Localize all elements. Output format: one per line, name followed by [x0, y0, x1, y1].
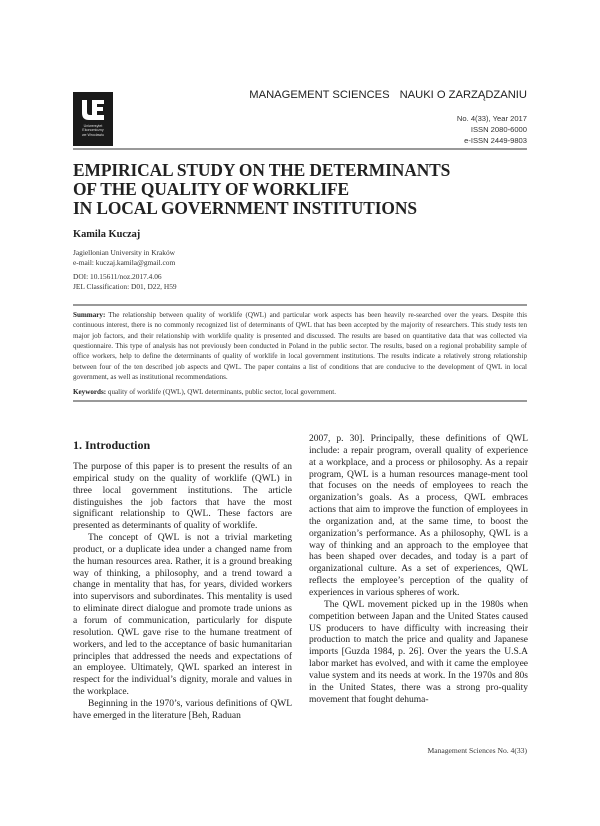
author-affiliation: [73, 248, 175, 269]
left-column: [73, 462, 292, 723]
abstract: [73, 310, 527, 382]
university-logo: [73, 92, 113, 146]
issue-number: No. 4(33), Year 2017: [456, 114, 527, 123]
jel-classification: JEL Classification: D01, D22, H59: [73, 282, 177, 292]
summary-top-rule: [73, 304, 527, 306]
journal-name-en: MANAGEMENT SCIENCES: [249, 89, 390, 101]
summary-label: Summary:: [73, 311, 106, 319]
header-rule: [73, 148, 527, 150]
right-column: [309, 434, 528, 706]
paragraph: Beginning in the 1970’s, various definitions of QWL have emerged in the literature [Beh, Raduan: [73, 698, 292, 721]
journal-name-pl: NAUKI O ZARZĄDZANIU: [399, 89, 527, 101]
ue-logo-icon: [80, 99, 106, 121]
article-identifiers: [73, 272, 177, 293]
paragraph: The concept of QWL is not a trivial marketing product, or a duplicate idea under a changed name from the human resources area. Rather, it is a ground breaking way of thinking, a philosophy, and a trend toward a change in mentality that has, for years, divided workers into supervisors and subordinates. This mentality is used to eliminate direct dialogue and promote trade unions as a forum of communication, particularly for dispute resolution. QWL gave rise to the humane treatment of workers, and led to the acceptance of basic humanitarian principles that addressed the needs and expectations of an employee. Ultimately, QWL sparked an interest in respect for the individual’s dignity, morale and values in the workplace.: [73, 533, 292, 698]
affiliation: Jagiellonian University in Kraków: [73, 248, 176, 257]
paragraph: The purpose of this paper is to present the results of an empirical study on the quality of worklife (QWL) in three local government institutions. The article distinguishes the job factors that have the most significant relationship to QWL. These factors are presented as determinants of quality of worklife.: [73, 462, 292, 532]
paragraph: The QWL movement picked up in the 1980s when competition between Japan and the United States caused US producers to have difficulty with increasing their production to match the price and quality and Japanese imports [Guzda 1984, p. 26]. Over the years the U.S.A labor market has evolved, and with it came the employee value system and its needs at work. In the 1970s and 80s in the United States, there was a strong pro-quality movement that fought dehuma-: [309, 599, 528, 705]
journal-name: [249, 89, 527, 101]
keywords-text: quality of worklife (QWL), QWL determinants, public sector, local government.: [107, 388, 337, 396]
keywords-label: Keywords:: [73, 388, 107, 396]
eissn: e-ISSN 2449-9803: [464, 136, 527, 145]
summary-bottom-rule: [73, 400, 527, 402]
keywords: [73, 387, 527, 397]
author-name: Kamila Kuczaj: [73, 229, 141, 240]
issn: ISSN 2080-6000: [470, 125, 527, 134]
issue-meta: [457, 113, 527, 146]
doi[interactable]: DOI: 10.15611/noz.2017.4.06: [73, 272, 162, 281]
article-title: EMPIRICAL STUDY ON THE DETERMINANTS OF THE QUALITY OF WORKLIFE IN LOCAL GOVERNMENT INSTITUTIONS: [73, 160, 451, 219]
section-heading-introduction: 1. Introduction: [73, 438, 151, 452]
summary-text: The relationship between quality of worklife (QWL) and particular work aspects has been heavily re-searched over the years. Despite this continuous interest, there is no commonly recognized list of determinants of QWL that has been accepted by the majority of researchers. This study tests ten major job factors, and their relationship with worklife quality is presented and discussed. The results are based on quantitative data that was collected via questionnaire. This type of analysis has not previously been conducted in Poland in the public sector. The results, based on a regional probability sample of office workers, help to define the determinants of quality of worklife in local government institutions. The results indicate a relatively strong relationship between four of the ten described job aspects and QWL. The paper contains a list of conditions that are conducive to the development of QWL in local government, as well as institutional recommendations.: [73, 311, 527, 382]
paragraph: 2007, p. 30]. Principally, these definitions of QWL include: a repair program, overall quality of experience at a workplace, and a process or philosophy. As a repair program, QWL is a human resources manage-ment tool that focuses on the needs of employees to reach the organization’s goals. As a process, QWL embraces actions that aim to improve the function of employees in the organization and, at the same time, to boost the organization’s performance. As a philosophy, QWL is a way of thinking and an approach to the employee that has been shaped over decades, and today is a part of organizational culture. As a set of experiences, QWL reflects the employee’s perception of the quality of experiences in various spheres of work.: [309, 434, 528, 598]
page-footer: Management Sciences No. 4(33): [427, 746, 527, 755]
logo-text: Uniwersytet Ekonomiczny we Wrocławiu: [81, 124, 105, 137]
author-email[interactable]: e-mail: kuczaj.kamila@gmail.com: [73, 258, 176, 268]
